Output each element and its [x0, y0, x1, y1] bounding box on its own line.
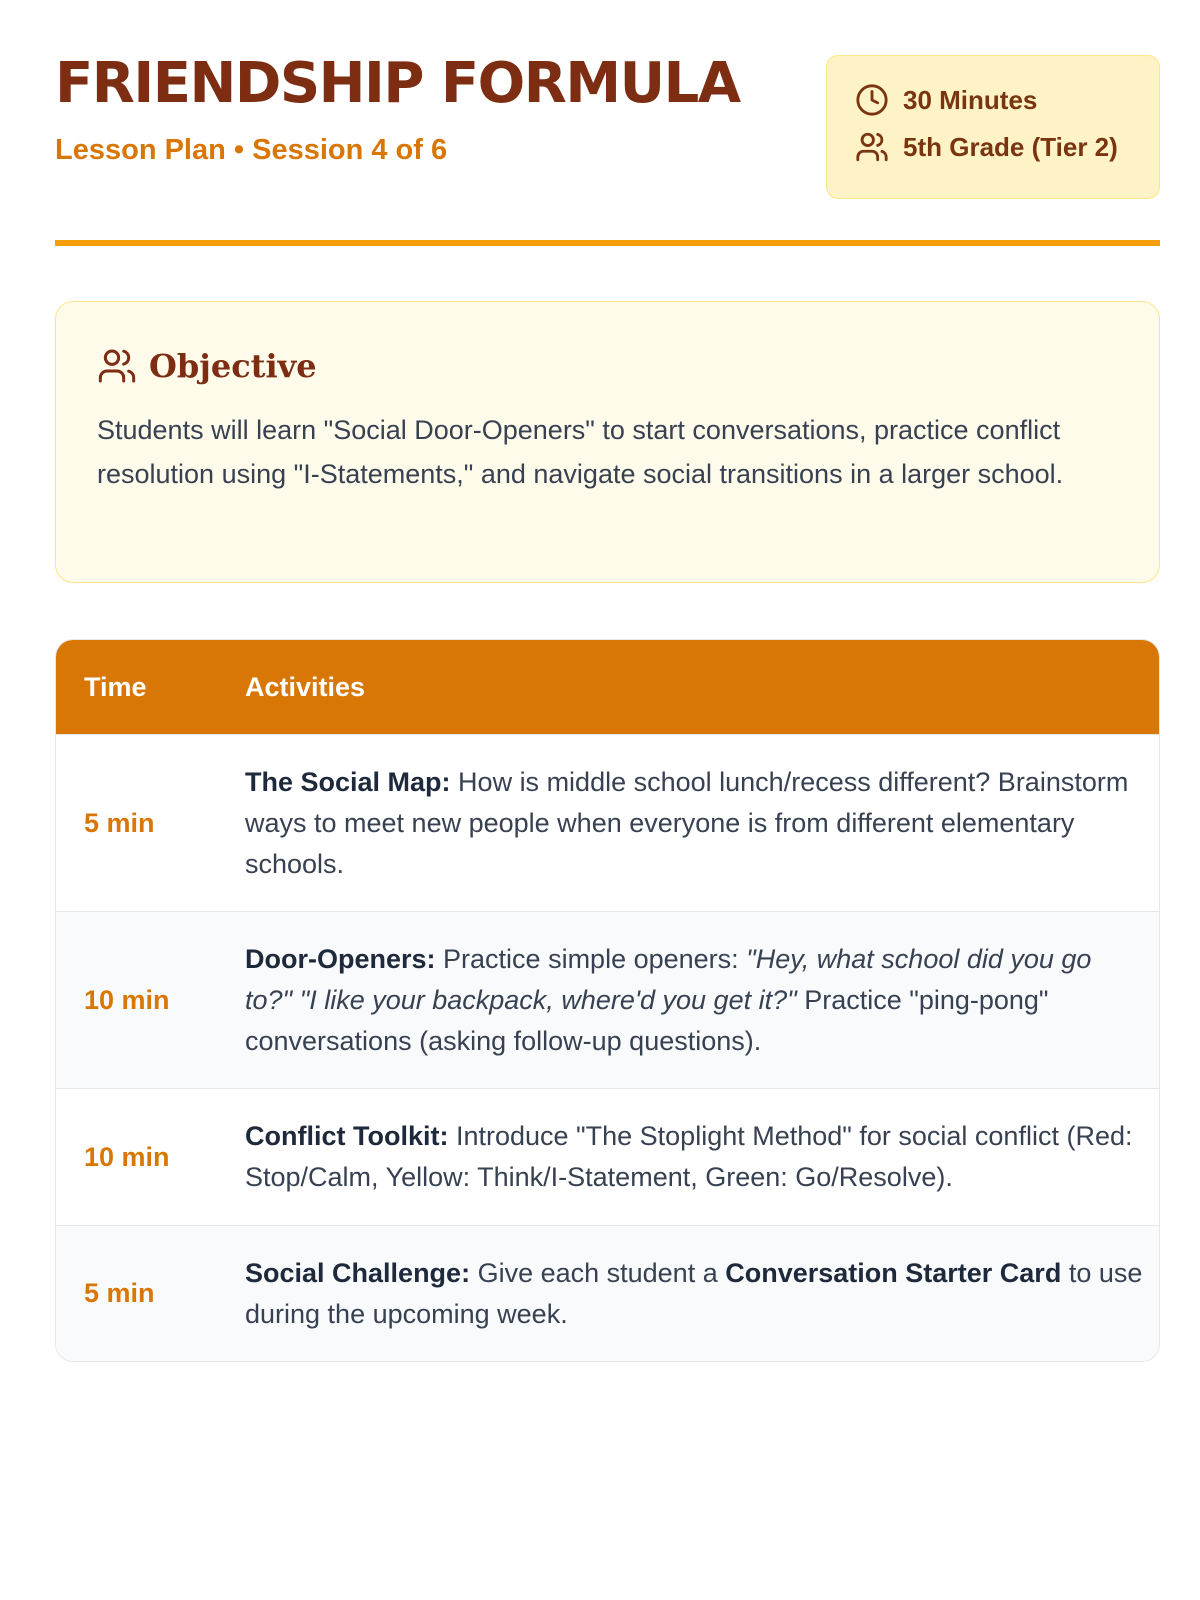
objective-title: Objective	[149, 347, 317, 385]
activity-title: Conflict Toolkit:	[245, 1121, 449, 1151]
row-time: 10 min	[84, 984, 170, 1015]
row-activity	[245, 1253, 1145, 1335]
row-time: 5 min	[84, 1278, 155, 1308]
page-subtitle: Lesson Plan • Session 4 of 6	[55, 134, 448, 166]
row-activity	[245, 762, 1145, 885]
activity-text: Introduce "The Stoplight Method" for social conflict (Red: Stop/Calm, Yellow: Think/I-Statement, Green: Go/Resolve).	[245, 1121, 1133, 1192]
objective-text: Students will learn "Social Door-Openers" to start conversations, practice conflict resolution using "I-Statements," and navigate social transitions in a larger school.	[97, 415, 1064, 489]
activity-text: How is middle school lunch/recess different? Brainstorm ways to meet new people when everyone is from different elementary schools.	[245, 766, 1129, 879]
table-row	[56, 734, 1159, 911]
table-row	[56, 911, 1159, 1088]
activity-title: Social Challenge:	[245, 1257, 471, 1288]
row-time: 5 min	[84, 807, 155, 838]
header-divider	[55, 240, 1160, 246]
clock-icon	[855, 83, 889, 117]
activity-emphasis: Conversation Starter Card	[725, 1257, 1062, 1288]
objective-header	[97, 344, 1119, 388]
activity-text-2: Practice "ping-pong" conversations (asking follow-up questions).	[245, 984, 1049, 1056]
row-time: 10 min	[84, 1141, 170, 1172]
activity-title: The Social Map:	[245, 766, 451, 797]
activity-text: Practice simple openers:	[435, 943, 747, 974]
activity-quote: "Hey, what school did you go to?" "I like your backpack, where'd you get it?"	[245, 943, 1092, 1015]
duration-text: 30 Minutes	[903, 84, 1038, 115]
table-row	[56, 1088, 1159, 1225]
audience-row	[855, 131, 1159, 163]
audience-text: 5th Grade (Tier 2)	[903, 131, 1118, 162]
row-activity	[245, 939, 1145, 1062]
users-icon	[855, 130, 889, 164]
header	[55, 0, 1160, 245]
users-icon	[97, 346, 137, 386]
table-row	[56, 1225, 1159, 1361]
activity-text: Give each student a	[470, 1257, 726, 1288]
table-header	[56, 640, 1159, 734]
activities-table	[55, 639, 1160, 1362]
row-activity	[245, 1116, 1145, 1198]
objective-card	[55, 301, 1160, 583]
lesson-meta-box	[826, 55, 1160, 199]
lesson-plan-page	[55, 0, 1160, 1329]
page-title: FRIENDSHIP FORMULA	[55, 51, 740, 116]
activity-title: Door-Openers:	[245, 943, 436, 974]
column-header-activities: Activities	[245, 671, 366, 702]
duration-row	[855, 84, 1159, 116]
column-header-time: Time	[84, 671, 147, 702]
activity-text-2: to use during the upcoming week.	[245, 1257, 1143, 1329]
